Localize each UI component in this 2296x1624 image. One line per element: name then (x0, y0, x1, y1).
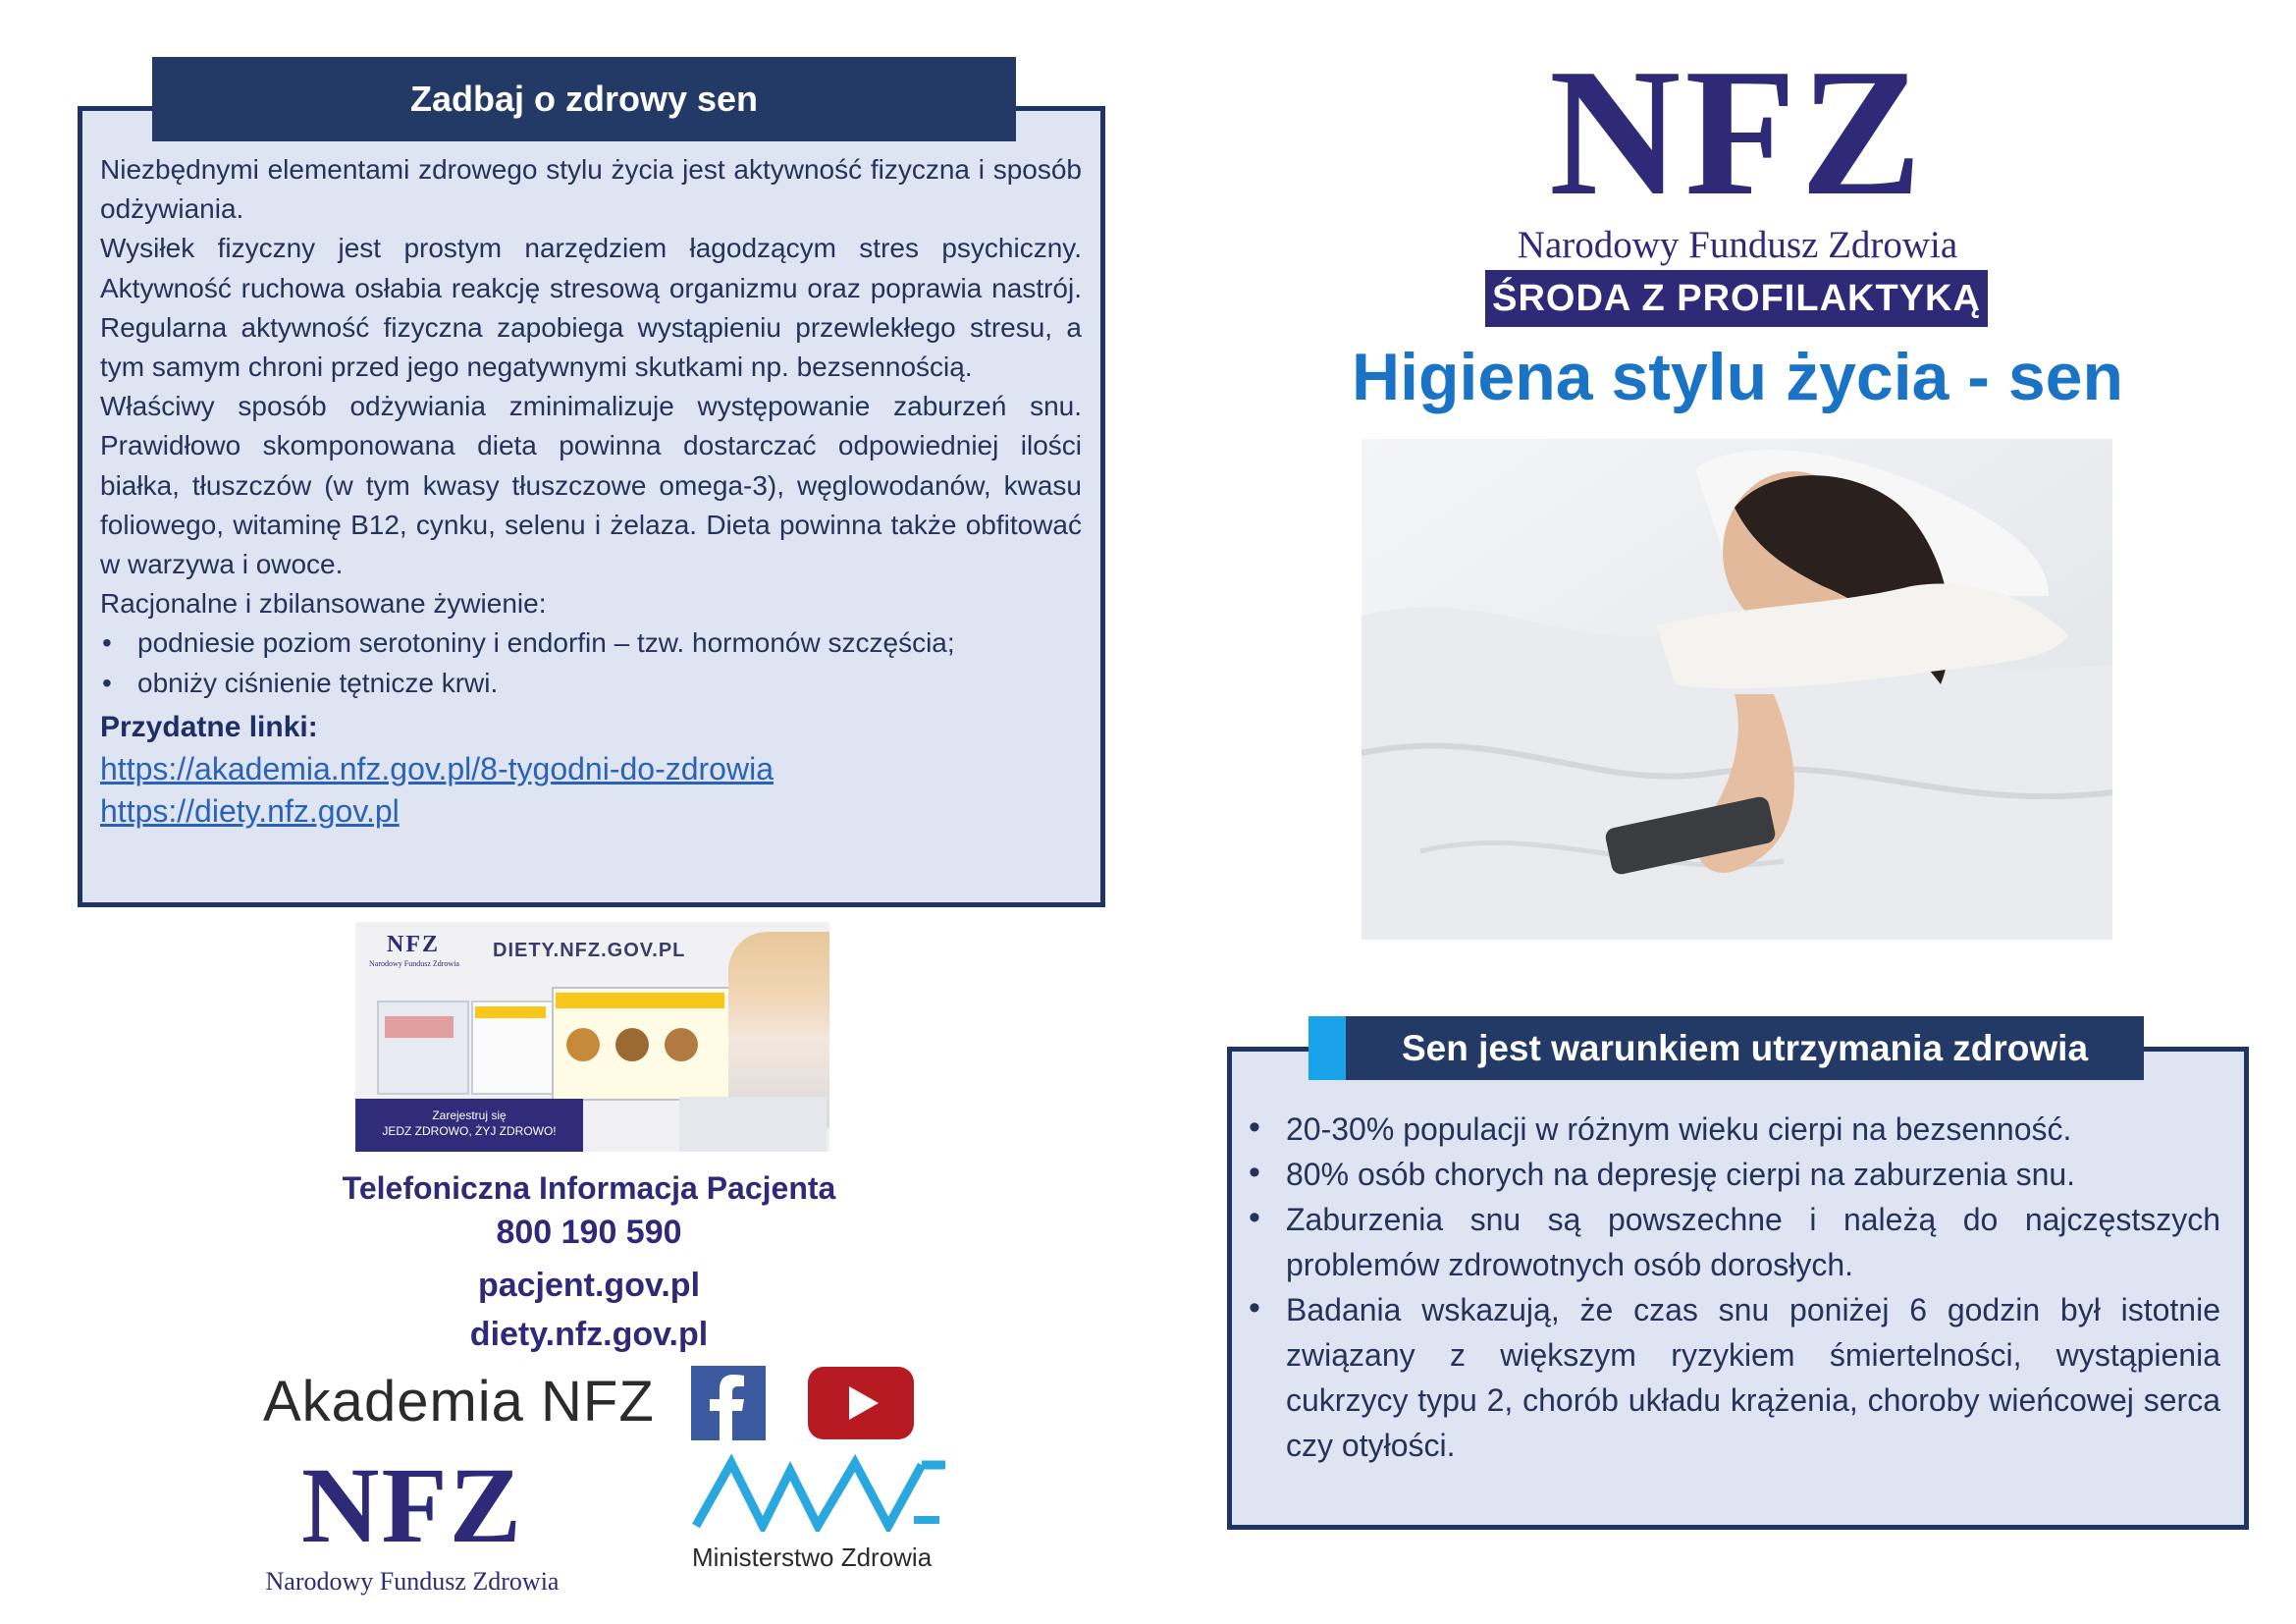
pacjent-site-link[interactable]: pacjent.gov.pl (477, 1267, 701, 1304)
campaign-badge: ŚRODA Z PROFILAKTYKĄ (1485, 270, 1988, 327)
patient-info-phone[interactable]: 800 190 590 (496, 1214, 682, 1251)
patient-info-label: Telefoniczna Informacja Pacjenta (342, 1170, 836, 1206)
website-screenshot (377, 1001, 469, 1095)
banner-caption: Zarejestruj się JEDZ ZDROWO, ŻYJ ZDROWO! (355, 1099, 583, 1152)
list-item: • Zaburzenia snu są powszechne i należą do najczęstszych problemów zdrowotnych osób dorosłych. (1245, 1197, 2220, 1287)
diety-site-link[interactable]: diety.nfz.gov.pl (469, 1316, 709, 1353)
header-nfz-logo: NFZ Narodowy Fundusz Zdrowia (1517, 31, 1958, 266)
website-screenshot (615, 1028, 649, 1061)
link-akademia[interactable]: https://akademia.nfz.gov.pl/8-tygodni-do-zdrowia (100, 750, 774, 786)
website-screenshot (475, 1006, 546, 1018)
benefits-list (100, 623, 1082, 702)
list-item: • podniesie poziom serotoniny i endorfin – tzw. hormonów szczęścia; (100, 623, 1082, 663)
facebook-icon[interactable] (691, 1366, 766, 1440)
website-screenshot (665, 1028, 698, 1061)
akademia-nfz-label[interactable]: Akademia NFZ (263, 1370, 655, 1434)
banner-nfz-sub: Narodowy Fundusz Zdrowia (369, 959, 459, 968)
laptop (679, 1097, 827, 1152)
list-item: • Badania wskazują, że czas snu poniżej 6 godzin był istotnie związany z większym ryzykiem śmiertelności, wystąpienia cukrzycy typu 2, chorób układu krążenia, choroby wieńcowej serca czy otyłości. (1245, 1287, 2220, 1468)
banner-nfz-logo: NFZ (387, 932, 440, 957)
website-screenshot (566, 1028, 600, 1061)
banner-title: DIETY.NFZ.GOV.PL (493, 940, 686, 961)
list-item: • 20-30% populacji w różnym wieku cierpi na bezsenność. (1245, 1107, 2220, 1152)
info-box-title: Zadbaj o zdrowy sen (152, 57, 1016, 141)
paragraph: Racjonalne i zbilansowane żywienie: (100, 588, 547, 620)
info-box-title: Sen jest warunkiem utrzymania zdrowia (1346, 1016, 2144, 1080)
sleep-facts (1245, 1107, 2220, 1468)
paragraph: Wysiłek fizyczny jest prostym narzędziem łagodzącym stres psychiczny. Aktywność ruchowa osłabia reakcję stresową organizmu oraz poprawia nastrój. Regularna aktywność fizyczna zapobiega wystąpieniu przewlekłego stresu, a tym samym chroni przed jego negatywnymi skutkami np. bezsennością. (100, 233, 1082, 383)
footer-nfz-logo: NFZ Narodowy Fundusz Zdrowia (265, 1445, 560, 1596)
list-item: • obniży ciśnienie tętnicze krwi. (100, 664, 1082, 703)
youtube-icon[interactable] (808, 1367, 914, 1439)
link-diety[interactable]: https://diety.nfz.gov.pl (100, 792, 400, 829)
website-screenshot (385, 1016, 454, 1038)
sleeping-woman-photo (1362, 439, 2112, 940)
contact-block (294, 1166, 883, 1359)
diety-banner[interactable] (355, 922, 829, 1152)
list-item: • 80% osób chorych na depresję cierpi na zaburzenia snu. (1245, 1152, 2220, 1197)
paragraph: Niezbędnymi elementami zdrowego stylu życia jest aktywność fizyczna i sposób odżywiania. (100, 154, 1082, 225)
paragraph: Właściwy sposób odżywiania zminimalizuje występowanie zaburzeń snu. Prawidłowo skomponowana dieta powinna dostarczać odpowiedniej ilości białka, tłuszczów (w tym kwasy tłuszczowe omega-3), węglowodanów, kwasu foliowego, witaminę B12, cynku, selenu i żelaza. Dieta powinna także obfitować w warzywa i owoce. (100, 391, 1082, 580)
links-heading: Przydatne linki: (100, 710, 318, 743)
info-box-content (100, 150, 1082, 833)
facts-list (1245, 1107, 2220, 1468)
website-screenshot (556, 993, 724, 1008)
ministry-of-health-logo: Ministerstwo Zdrowia (692, 1453, 957, 1573)
title-accent (1308, 1016, 1346, 1080)
page-title: Higiena stylu życia - sen (1351, 340, 2124, 414)
